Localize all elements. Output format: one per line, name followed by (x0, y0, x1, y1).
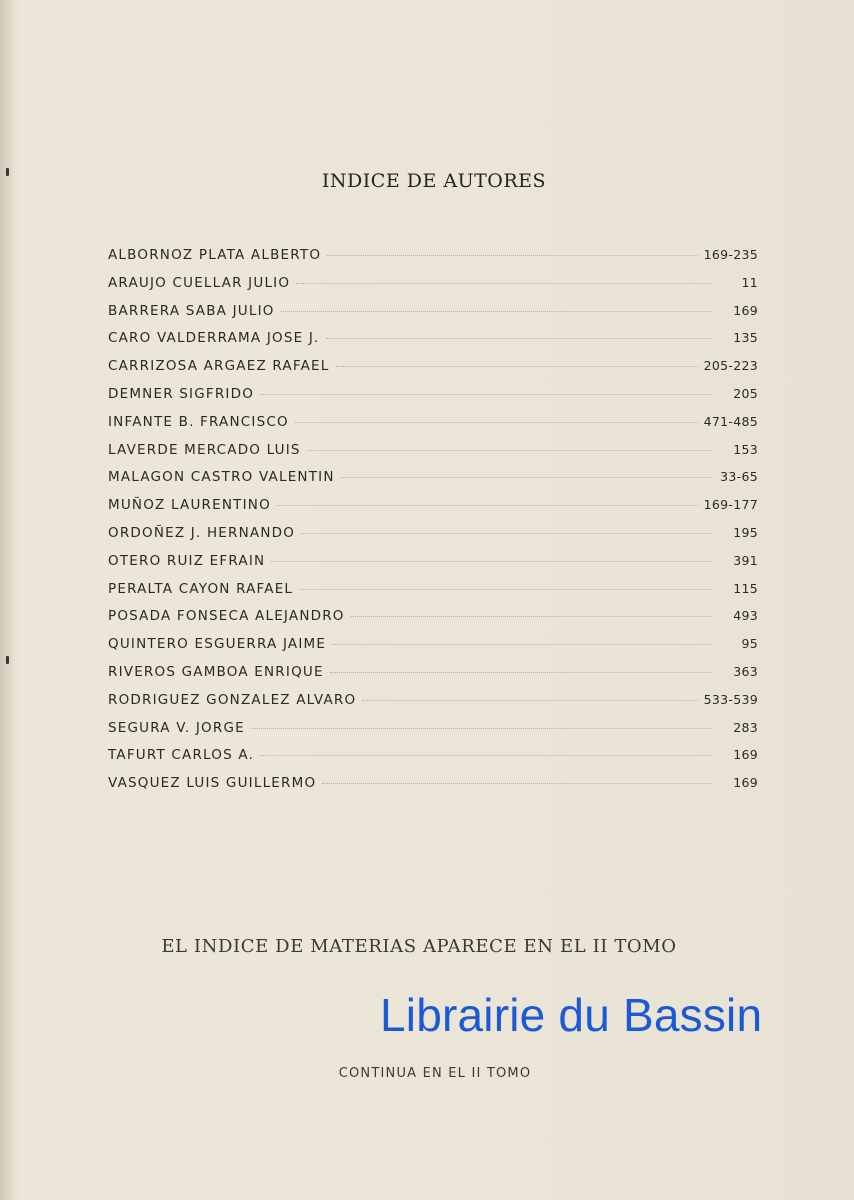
author-page-numbers: 169-235 (703, 247, 758, 262)
author-entry (108, 692, 758, 720)
author-index-list (108, 247, 758, 803)
author-page-numbers: 95 (741, 636, 758, 652)
dot-leader (271, 561, 712, 562)
dot-leader (260, 394, 712, 395)
dot-leader (251, 728, 712, 729)
author-name: MUÑOZ LAURENTINO (108, 497, 271, 514)
author-entry (108, 775, 758, 803)
author-entry (108, 303, 758, 331)
author-page-numbers: 471-485 (703, 413, 758, 429)
author-name: CARRIZOSA ARGAEZ RAFAEL (108, 358, 330, 375)
author-name: MALAGON CASTRO VALENTIN (108, 469, 335, 486)
watermark-logo: Librairie du Bassin (380, 989, 763, 1041)
author-entry (108, 581, 758, 609)
dot-leader (336, 366, 698, 367)
author-name: DEMNER SIGFRIDO (108, 385, 255, 402)
author-name: RIVEROS GAMBOA ENRIQUE (108, 663, 324, 680)
author-entry (108, 747, 758, 775)
author-name: PERALTA CAYON RAFAEL (108, 580, 294, 597)
author-entry (108, 414, 758, 442)
author-page-numbers: 205 (733, 385, 758, 401)
index-title: INDICE DE AUTORES (321, 170, 547, 192)
author-page-numbers: 169 (733, 747, 758, 763)
author-page-numbers: 195 (733, 524, 758, 540)
dot-leader (327, 255, 698, 256)
dot-leader (326, 338, 712, 339)
author-page-numbers: 363 (733, 663, 758, 679)
author-entry (108, 553, 758, 581)
dot-leader (295, 422, 698, 423)
dot-leader (362, 700, 697, 701)
author-entry (108, 275, 758, 303)
author-name: ARAUJO CUELLAR JULIO (108, 274, 291, 291)
author-page-numbers: 493 (733, 608, 758, 624)
author-page-numbers: 153 (733, 441, 758, 457)
dot-leader (330, 672, 712, 673)
author-page-numbers: 391 (733, 552, 758, 568)
author-name: BARRERA SABA JULIO (108, 302, 275, 319)
dot-leader (260, 755, 712, 756)
author-page-numbers: 33-65 (720, 469, 758, 485)
author-entry (108, 497, 758, 525)
author-page-numbers: 11 (741, 274, 758, 290)
author-entry (108, 664, 758, 692)
author-page-numbers: 169-177 (703, 497, 758, 513)
dot-leader (299, 589, 712, 590)
author-entry (108, 636, 758, 664)
author-name: QUINTERO ESGUERRA JAIME (108, 636, 327, 653)
dot-leader (301, 533, 712, 534)
author-entry (108, 525, 758, 553)
dot-leader (281, 311, 712, 312)
dot-leader (277, 505, 698, 506)
author-entry (108, 608, 758, 636)
author-entry (108, 386, 758, 414)
dot-leader (332, 644, 712, 645)
author-name: CARO VALDERRAMA JOSE J. (108, 330, 320, 347)
author-entry (108, 469, 758, 497)
author-entry (108, 247, 758, 275)
author-entry (108, 442, 758, 470)
author-entry (108, 720, 758, 748)
dot-leader (351, 616, 712, 617)
author-page-numbers: 533-539 (703, 691, 758, 707)
author-page-numbers: 283 (733, 719, 758, 735)
dot-leader (307, 450, 712, 451)
materias-note: EL INDICE DE MATERIAS APARECE EN EL II TOMO (161, 936, 677, 957)
author-page-numbers: 169 (733, 775, 758, 791)
continua-note: CONTINUA EN EL II TOMO (338, 1066, 532, 1081)
author-name: RODRIGUEZ GONZALEZ ALVARO (108, 691, 357, 708)
author-name: LAVERDE MERCADO LUIS (108, 441, 301, 458)
dot-leader (322, 783, 712, 784)
dot-leader (296, 283, 712, 284)
author-page-numbers: 205-223 (703, 358, 758, 374)
dot-leader (341, 477, 712, 478)
author-page-numbers: 115 (733, 580, 758, 596)
author-name: INFANTE B. FRANCISCO (108, 413, 289, 430)
author-entry (108, 358, 758, 386)
author-page-numbers: 169 (733, 302, 758, 318)
author-name: ALBORNOZ PLATA ALBERTO (108, 247, 322, 263)
author-name: SEGURA V. JORGE (108, 719, 245, 736)
author-name: OTERO RUIZ EFRAIN (108, 552, 266, 569)
author-name: VASQUEZ LUIS GUILLERMO (108, 775, 317, 792)
author-name: POSADA FONSECA ALEJANDRO (108, 608, 345, 625)
author-page-numbers: 135 (733, 330, 758, 346)
author-entry (108, 330, 758, 358)
author-name: ORDOÑEZ J. HERNANDO (108, 524, 296, 541)
page-edge-mark (6, 656, 9, 664)
author-name: TAFURT CARLOS A. (108, 747, 255, 764)
